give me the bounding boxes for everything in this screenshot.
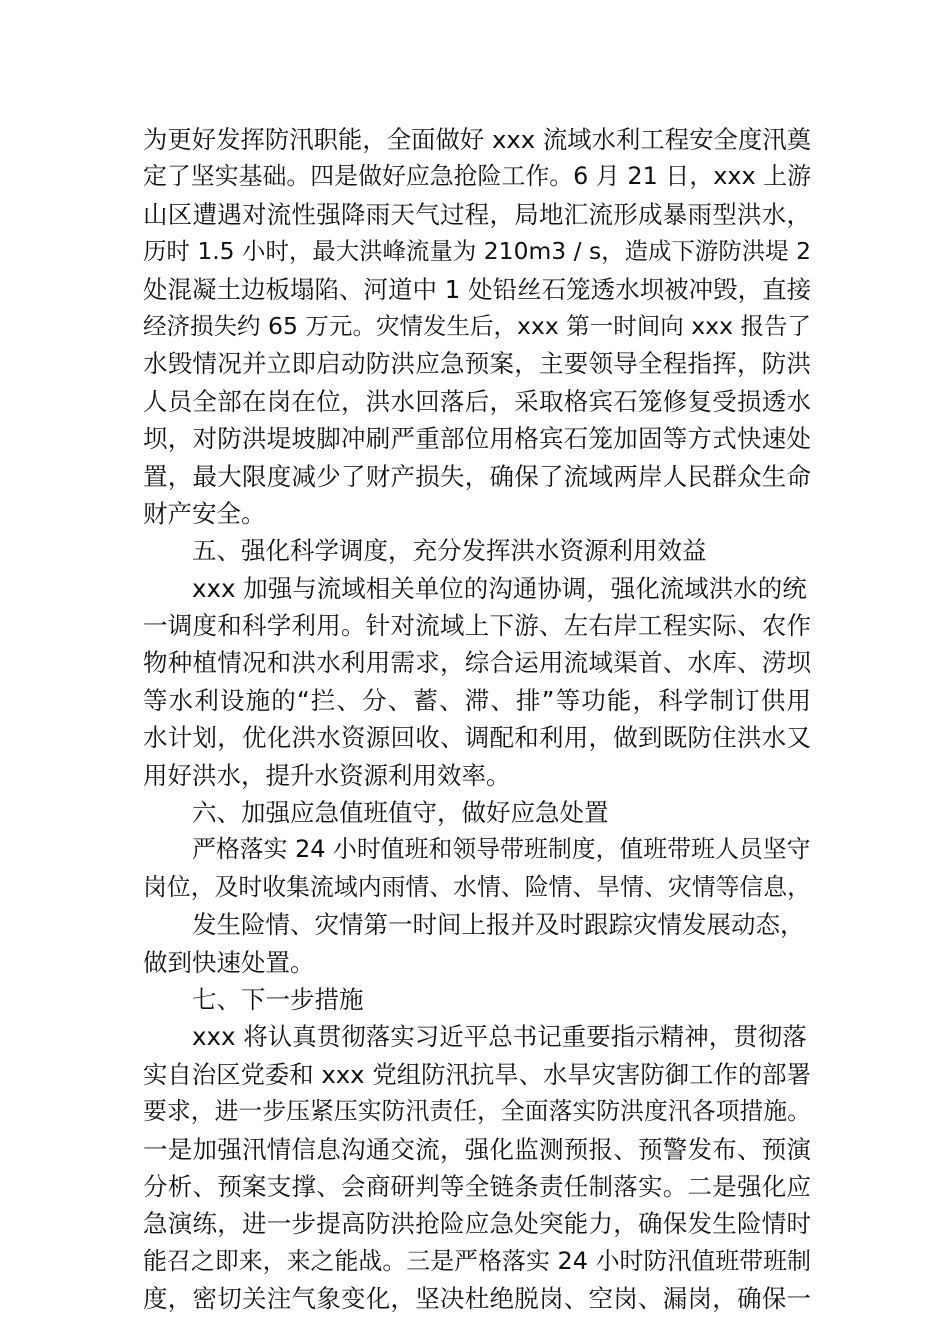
text-line: 用好洪水，提升水资源利用效率。: [143, 760, 511, 790]
text-line: 实自治区党委和 xxx 党组防汛抗旱、水旱灾害防御工作的部署: [143, 1059, 811, 1089]
section-heading: 七、下一步措施: [192, 984, 364, 1014]
text-line: 要求，进一步压紧压实防汛责任，全面落实防洪度汛各项措施。: [143, 1097, 811, 1126]
document-body: [143, 121, 811, 1318]
text-line: 人员全部在岗在位，洪水回落后，采取格宾石笼修复受损透水: [143, 386, 811, 416]
text-line: 分析、预案支撑、会商研判等全链条责任制落实。二是强化应: [143, 1171, 811, 1201]
text-line: 置，最大限度减少了财产损失，确保了流域两岸人民群众生命: [143, 461, 811, 491]
text-line: 定了坚实基础。四是做好应急抢险工作。6 月 21 日，xxx 上游: [143, 162, 811, 191]
text-line: 严格落实 24 小时值班和领导带班制度，值班带班人员坚守: [192, 835, 811, 864]
text-line: 水计划，优化洪水资源回收、调配和利用，做到既防住洪水又: [143, 723, 811, 753]
text-line: 坝，对防洪堤坡脚冲刷严重部位用格宾石笼加固等方式快速处: [143, 424, 811, 454]
text-line: 经济损失约 65 万元。灾情发生后，xxx 第一时间向 xxx 报告了: [143, 311, 811, 340]
text-line: xxx 加强与流域相关单位的沟通协调，强化流域洪水的统: [192, 573, 807, 603]
text-line: 做到快速处置。: [143, 947, 315, 977]
text-line: 一是加强汛情信息沟通交流，强化监测预报、预警发布、预演: [143, 1134, 811, 1164]
text-line: 急演练，进一步提高防洪抢险应急处突能力，确保发生险情时: [143, 1209, 811, 1239]
section-heading: 五、强化科学调度，充分发挥洪水资源利用效益: [192, 536, 707, 566]
text-line: 等水利设施的“拦、分、蓄、滞、排”等功能，科学制订供用: [143, 685, 811, 715]
text-line: 一调度和科学利用。针对流域上下游、左右岸工程实际、农作: [143, 611, 811, 641]
text-line: 山区遭遇对流性强降雨天气过程，局地汇流形成暴雨型洪水，: [143, 199, 811, 229]
text-line: 水毁情况并立即启动防洪应急预案，主要领导全程指挥，防洪: [143, 349, 811, 379]
text-line: 为更好发挥防汛职能，全面做好 xxx 流域水利工程安全度汛奠: [143, 125, 811, 154]
text-line: xxx 将认真贯彻落实习近平总书记重要指示精神，贯彻落: [192, 1022, 807, 1052]
text-line: 岗位，及时收集流域内雨情、水情、险情、旱情、灾情等信息，: [143, 872, 811, 901]
section-heading: 六、加强应急值班值守，做好应急处置: [192, 798, 609, 828]
text-line: 历时 1.5 小时，最大洪峰流量为 210m3 / s，造成下游防洪堤 2: [143, 237, 811, 266]
text-line: 能召之即来，来之能战。三是严格落实 24 小时防汛值班带班制: [143, 1246, 811, 1275]
text-line: 财产安全。: [143, 498, 266, 528]
text-line: 物种植情况和洪水利用需求，综合运用流域渠首、水库、涝坝: [143, 648, 811, 678]
text-line: 发生险情、灾情第一时间上报并及时跟踪灾情发展动态，: [192, 910, 805, 940]
text-line: 处混凝土边板塌陷、河道中 1 处铅丝石笼透水坝被冲毁，直接: [143, 274, 812, 304]
text-line: 度，密切关注气象变化，坚决杜绝脱岗、空岗、漏岗，确保一: [143, 1284, 811, 1314]
